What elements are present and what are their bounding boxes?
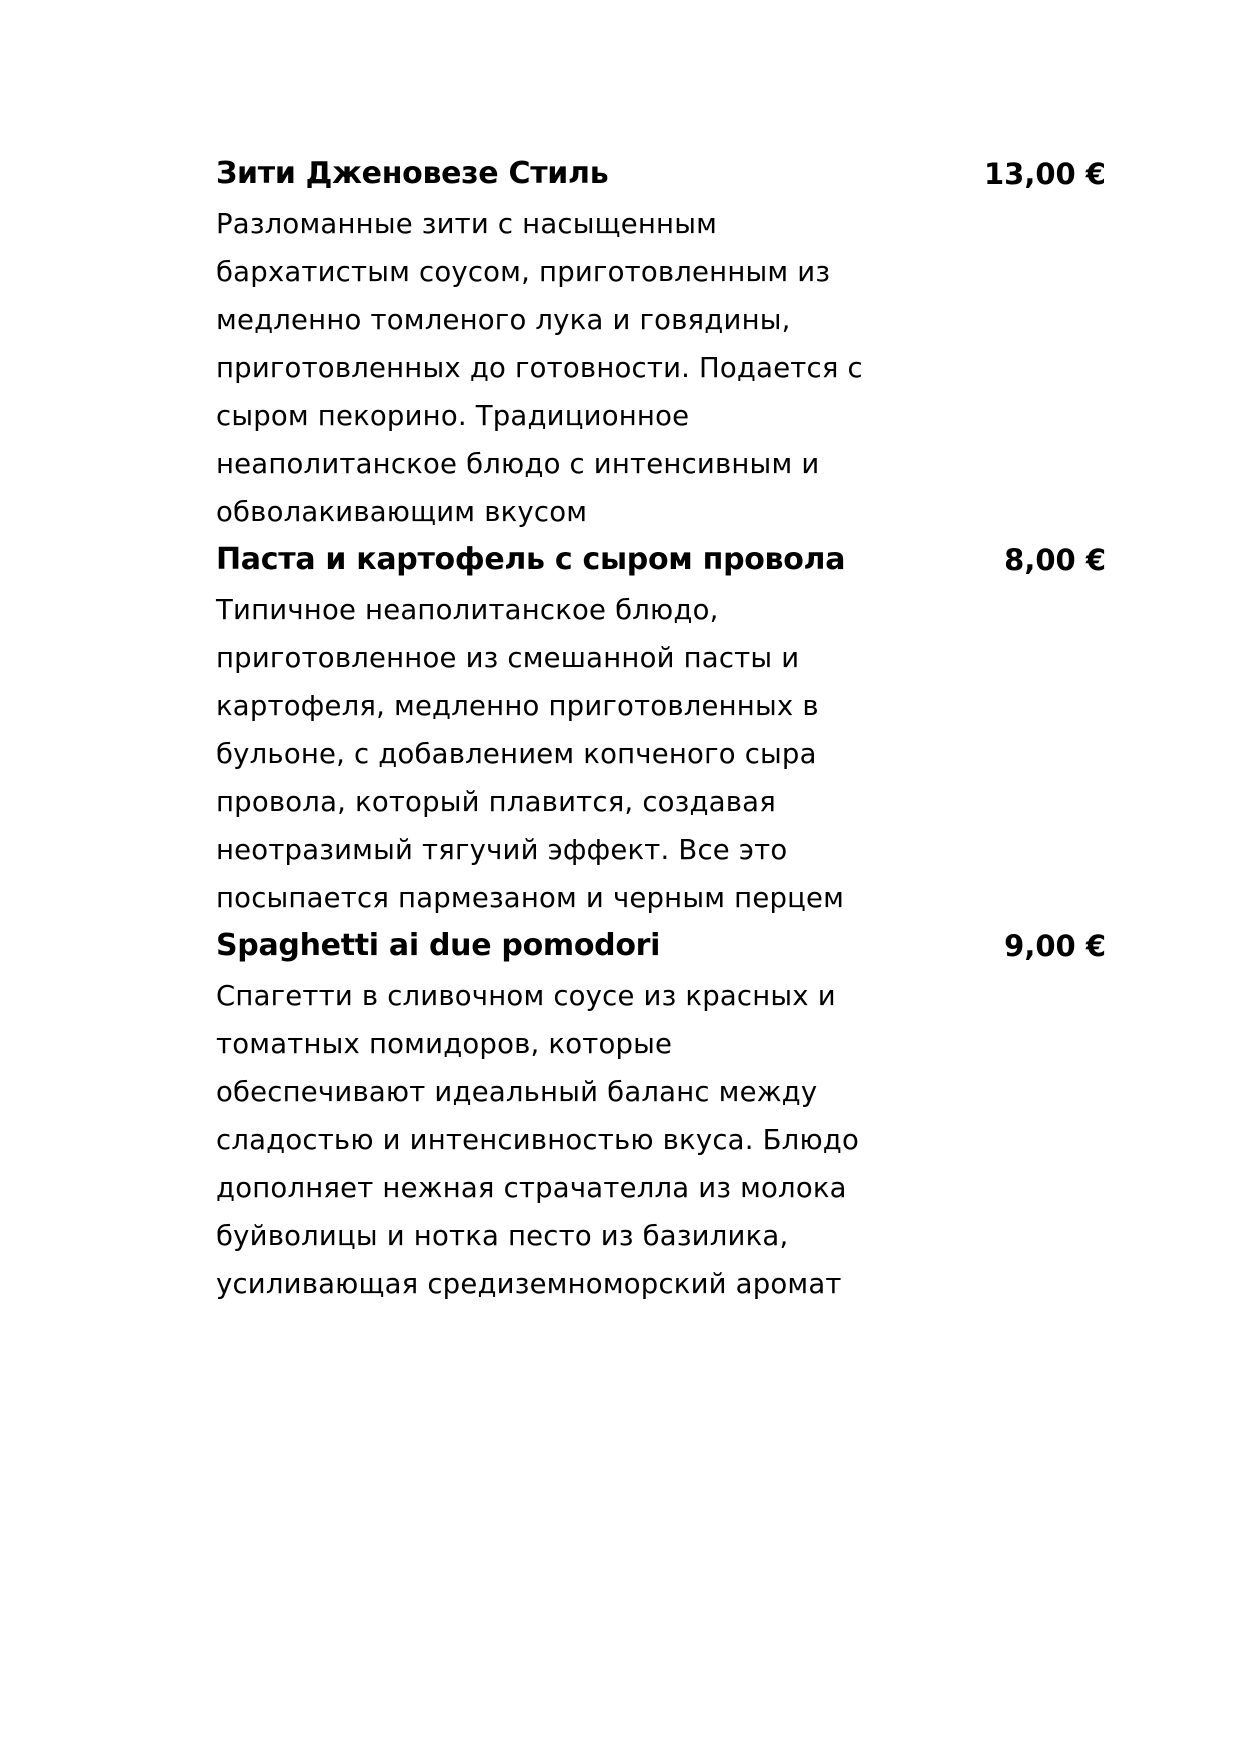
menu-item (216, 922, 1116, 1308)
menu-item-header (216, 536, 1116, 586)
menu-item (216, 536, 1116, 922)
description-line: провола, который плавится, создавая (216, 786, 776, 818)
description-line: неаполитанское блюдо с интенсивным и (216, 448, 820, 480)
description-line: приготовленных до готовности. Подается с (216, 352, 863, 384)
dish-name: Зити Дженовезе Стиль (216, 156, 609, 191)
description-line: дополняет нежная страчателла из молока (216, 1172, 847, 1204)
description-line: обеспечивают идеальный баланс между (216, 1076, 818, 1108)
dish-price: 8,00 € (1004, 543, 1106, 577)
dish-name: Паста и картофель с сыром провола (216, 542, 846, 577)
description-line: Разломанные зити с насыщенным (216, 208, 718, 240)
description-line: Спагетти в сливочном соусе из красных и (216, 980, 836, 1012)
dish-price: 13,00 € (983, 157, 1106, 191)
description-line: медленно томленого лука и говядины, (216, 304, 791, 336)
description-line: приготовленное из смешанной пасты и (216, 642, 800, 674)
dish-description (216, 972, 1116, 1308)
description-line: посыпается пармезаном и черным перцем (216, 882, 845, 914)
description-line: бульоне, с добавлением копченого сыра (216, 738, 817, 770)
description-line: Типичное неаполитанское блюдо, (216, 594, 719, 626)
description-line: усиливающая средиземноморский аромат (216, 1268, 842, 1300)
menu-item-header (216, 150, 1116, 200)
description-line: обволакивающим вкусом (216, 496, 588, 528)
menu-list (216, 150, 1116, 1308)
dish-name: Spaghetti ai due pomodori (216, 928, 661, 963)
description-line: неотразимый тягучий эффект. Все это (216, 834, 788, 866)
dish-description (216, 200, 1116, 536)
description-line: сыром пекорино. Традиционное (216, 400, 690, 432)
description-line: сладостью и интенсивностью вкуса. Блюдо (216, 1124, 860, 1156)
menu-item-header (216, 922, 1116, 972)
description-line: бархатистым соусом, приготовленным из (216, 256, 831, 288)
description-line: томатных помидоров, которые (216, 1028, 673, 1060)
dish-price: 9,00 € (1004, 929, 1106, 963)
description-line: буйволицы и нотка песто из базилика, (216, 1220, 789, 1252)
menu-item (216, 150, 1116, 536)
description-line: картофеля, медленно приготовленных в (216, 690, 819, 722)
dish-description (216, 586, 1116, 922)
